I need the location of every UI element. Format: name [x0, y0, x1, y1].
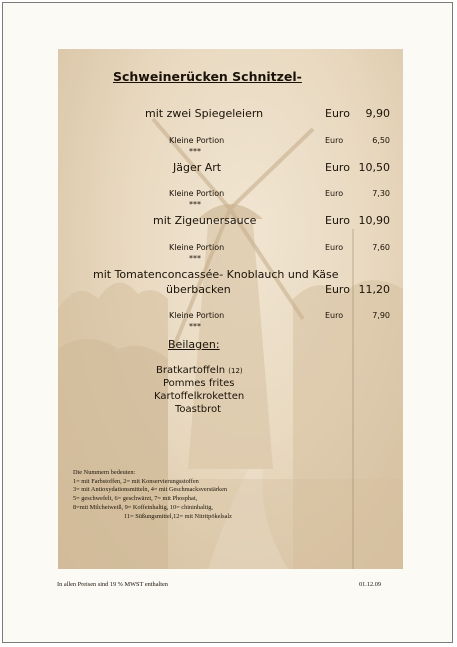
dish-name: Jäger Art: [173, 161, 222, 174]
side-item: Kartoffelkroketten: [154, 391, 245, 402]
small-portion-label: Kleine Portion: [169, 189, 225, 198]
side-item: [156, 365, 243, 376]
dish-name: mit Zigeunersauce: [153, 214, 257, 227]
dish-name-line2: überbacken: [166, 283, 231, 296]
dish-currency: Euro: [325, 161, 350, 174]
vat-note: In allen Preisen sind 19 % MWST enthalten: [57, 581, 168, 588]
legend-line: 8=mit Milcheiweiß, 9= Koffeinhaltig, 10= chininhaltig,: [73, 503, 213, 511]
menu-date: 01.12.09: [359, 581, 382, 588]
dish-currency: Euro: [325, 283, 350, 296]
dish-price: 10,90: [358, 214, 390, 227]
additives-legend: [73, 469, 232, 521]
small-portion-price: 6,50: [372, 136, 390, 145]
dish-price: 10,50: [358, 161, 390, 174]
menu-title: Schweinerücken Schnitzel-: [113, 69, 302, 84]
dish-price: 11,20: [358, 283, 390, 296]
dish-name-line1: mit Tomatenconcassée- Knoblauch und Käse: [93, 268, 339, 281]
separator-stars: ***: [189, 200, 201, 209]
legend-line: 11= Süßungsmittel,12= mit Nitritpökelsalz: [124, 512, 232, 520]
additive-note: (12): [228, 367, 243, 375]
small-portion-currency: Euro: [325, 136, 344, 145]
side-item-label: Bratkartoffeln: [156, 365, 226, 376]
legend-line: 1= mit Farbstoffen, 2= mit Konservierungsstoffen: [73, 477, 199, 485]
small-portion-label: Kleine Portion: [169, 243, 225, 252]
small-portion-label: Kleine Portion: [169, 311, 225, 320]
small-portion-price: 7,60: [372, 243, 390, 252]
menu-page: [2, 2, 453, 643]
legend-line: 3= mit Antioxydationsmitteln, 4= mit Geschmacksverstärken: [73, 486, 228, 494]
sides-heading: Beilagen:: [168, 338, 220, 351]
separator-stars: ***: [189, 322, 201, 331]
legend-heading: Die Nummern bedeuten:: [73, 469, 136, 476]
dish-name: mit zwei Spiegeleiern: [145, 107, 264, 120]
side-item: Pommes frites: [163, 378, 235, 389]
separator-stars: ***: [189, 254, 201, 263]
small-portion-label: Kleine Portion: [169, 136, 225, 145]
separator-stars: ***: [189, 147, 201, 156]
small-portion-currency: Euro: [325, 243, 344, 252]
dish-currency: Euro: [325, 214, 350, 227]
small-portion-price: 7,90: [372, 311, 390, 320]
dish-price: 9,90: [365, 107, 390, 120]
side-item: Toastbrot: [175, 404, 222, 415]
small-portion-price: 7,30: [372, 189, 390, 198]
small-portion-currency: Euro: [325, 311, 344, 320]
small-portion-currency: Euro: [325, 189, 344, 198]
dish-currency: Euro: [325, 107, 350, 120]
legend-line: 5= geschwefelt, 6= geschwärzt, 7= mit Phosphat,: [73, 495, 198, 503]
